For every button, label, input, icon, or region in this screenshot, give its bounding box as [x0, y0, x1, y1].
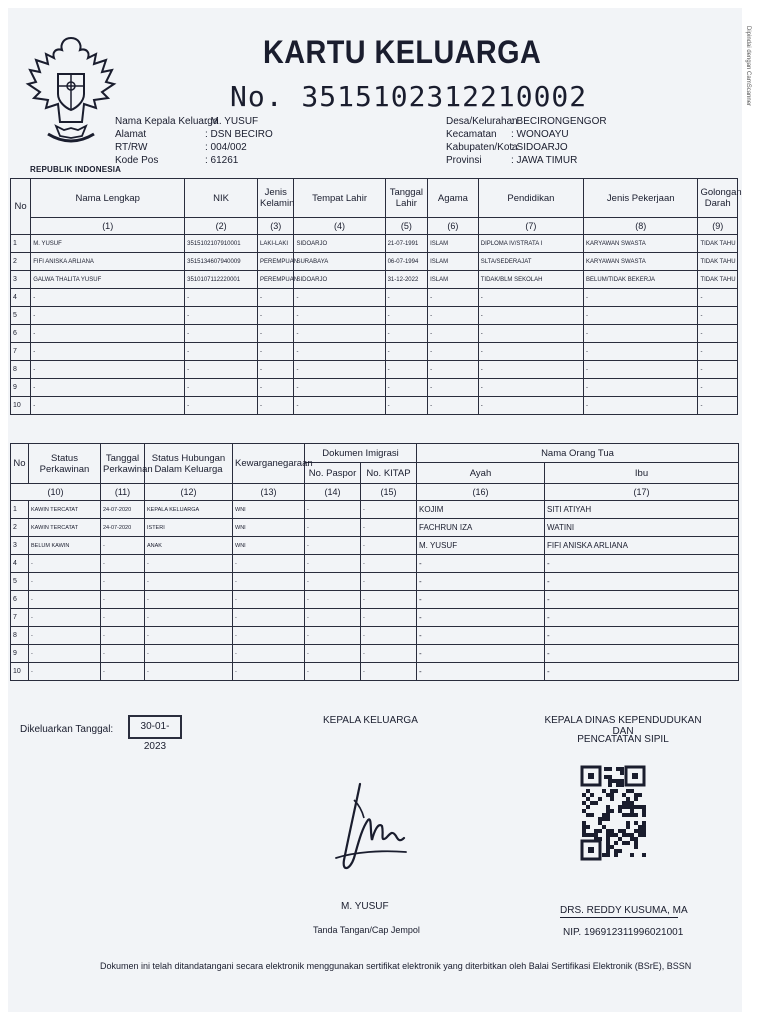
table-cell: -: [428, 361, 479, 379]
table-cell: -: [478, 289, 583, 307]
column-number: (10): [11, 484, 101, 501]
table-cell: -: [101, 645, 145, 663]
table-header-row: [11, 179, 738, 218]
column-header: Tanggal Perkawinan: [101, 444, 145, 484]
table-cell: FIFI ANISKA ARLIANA: [31, 253, 185, 271]
table-cell: BELUM KAWIN: [29, 537, 101, 555]
table-row: [11, 397, 738, 415]
table-cell: -: [185, 379, 258, 397]
table-row: [11, 609, 739, 627]
field-value: : DSN BECIRO: [205, 129, 273, 140]
table-cell: FIFI ANISKA ARLIANA: [545, 537, 739, 555]
table-cell: -: [305, 555, 361, 573]
table-cell: -: [305, 627, 361, 645]
field-label: Nama Kepala Keluarga: [115, 116, 219, 127]
column-header: Nama Lengkap: [31, 179, 185, 218]
official-name-underline: [560, 917, 678, 918]
header-field: [115, 115, 273, 128]
header-field: [115, 128, 273, 141]
row-number: 4: [11, 555, 29, 573]
column-number-row: [11, 218, 738, 235]
table-cell: -: [185, 343, 258, 361]
table-row: [11, 361, 738, 379]
table-cell: -: [584, 307, 698, 325]
row-number: 3: [11, 537, 29, 555]
table-cell: -: [185, 307, 258, 325]
table-cell: -: [101, 537, 145, 555]
document-title: KARTU KELUARGA: [263, 34, 542, 70]
table-cell: -: [428, 343, 479, 361]
table-cell: SURABAYA: [294, 253, 385, 271]
official-title-line2: PENCATATAN SIPIL: [577, 734, 669, 745]
column-header: Ibu: [545, 463, 739, 484]
table-cell: -: [101, 555, 145, 573]
field-value: : 004/002: [205, 142, 247, 153]
field-value: : BECIRONGENGOR: [511, 116, 607, 127]
header-field: [115, 154, 273, 167]
table-cell: -: [294, 307, 385, 325]
table-cell: -: [584, 325, 698, 343]
table-cell: -: [29, 627, 101, 645]
table-cell: -: [428, 307, 479, 325]
table-cell: -: [294, 361, 385, 379]
table-cell: -: [478, 397, 583, 415]
table-cell: TIDAK TAHU: [698, 253, 738, 271]
table-cell: -: [258, 379, 294, 397]
column-number: (2): [185, 218, 258, 235]
table-cell: 3510107112220001: [185, 271, 258, 289]
header-field: [446, 141, 607, 154]
table-cell: -: [29, 645, 101, 663]
table-row: [11, 519, 739, 537]
table-cell: LAKI-LAKI: [258, 235, 294, 253]
table-cell: TIDAK TAHU: [698, 235, 738, 253]
table-cell: -: [584, 361, 698, 379]
column-header: Jenis Pekerjaan: [584, 179, 698, 218]
row-number: 3: [11, 271, 31, 289]
column-header: Kewarganegaraan: [233, 444, 305, 484]
table-cell: WATINI: [545, 519, 739, 537]
table-cell: -: [478, 343, 583, 361]
table-cell: -: [361, 555, 417, 573]
table-cell: -: [101, 591, 145, 609]
issued-date-label: Dikeluarkan Tanggal:: [20, 724, 114, 735]
column-number-row: [11, 484, 739, 501]
table-cell: 21-07-1991: [385, 235, 428, 253]
row-number: 2: [11, 519, 29, 537]
column-header: Tanggal Lahir: [385, 179, 428, 218]
table-cell: -: [29, 573, 101, 591]
column-number: (7): [478, 218, 583, 235]
table-row: [11, 289, 738, 307]
table-cell: -: [294, 379, 385, 397]
table-cell: -: [361, 573, 417, 591]
qr-code-icon: [580, 765, 646, 861]
table-cell: 3515102107910001: [185, 235, 258, 253]
row-number: 1: [11, 501, 29, 519]
header-left-block: [115, 115, 273, 167]
family-members-table: [10, 178, 742, 415]
table-cell: -: [294, 343, 385, 361]
table-cell: -: [361, 591, 417, 609]
column-header: No. KITAP: [361, 463, 417, 484]
row-number: 2: [11, 253, 31, 271]
table-cell: DIPLOMA IV/STRATA I: [478, 235, 583, 253]
table-cell: 31-12-2022: [385, 271, 428, 289]
table-cell: -: [101, 609, 145, 627]
table-cell: -: [31, 289, 185, 307]
row-number: 4: [11, 289, 31, 307]
table-cell: ISLAM: [428, 235, 479, 253]
table-cell: -: [361, 537, 417, 555]
table-cell: -: [101, 663, 145, 681]
column-number: (13): [233, 484, 305, 501]
table-cell: -: [101, 573, 145, 591]
issued-date-value: 30-01-2023: [128, 715, 182, 739]
column-number: (11): [101, 484, 145, 501]
table-cell: -: [233, 627, 305, 645]
table-cell: -: [385, 397, 428, 415]
column-header: No: [11, 179, 31, 235]
table-cell: -: [584, 397, 698, 415]
column-number: (5): [385, 218, 428, 235]
table-cell: -: [361, 519, 417, 537]
header-right-block: [446, 115, 607, 167]
table-cell: KOJIM: [417, 501, 545, 519]
table-cell: PEREMPUAN: [258, 253, 294, 271]
column-header: Tempat Lahir: [294, 179, 385, 218]
table-cell: -: [417, 591, 545, 609]
table-cell: -: [31, 379, 185, 397]
table-cell: -: [417, 645, 545, 663]
table-cell: -: [478, 307, 583, 325]
table-cell: -: [305, 519, 361, 537]
table-cell: -: [31, 343, 185, 361]
field-value: : 61261: [205, 155, 239, 166]
column-header: Jenis Kelamin: [258, 179, 294, 218]
table-cell: -: [417, 609, 545, 627]
table-cell: -: [145, 645, 233, 663]
table-row: [11, 573, 739, 591]
table-cell: -: [698, 325, 738, 343]
column-number: (15): [361, 484, 417, 501]
table-cell: -: [145, 573, 233, 591]
row-number: 5: [11, 573, 29, 591]
table-cell: -: [258, 397, 294, 415]
table-cell: -: [185, 325, 258, 343]
column-number: (17): [545, 484, 739, 501]
field-value: : JAWA TIMUR: [511, 155, 578, 166]
column-header: No: [11, 444, 29, 484]
table-cell: -: [233, 663, 305, 681]
table-cell: WNI: [233, 537, 305, 555]
table-cell: FACHRUN IZA: [417, 519, 545, 537]
table-cell: M. YUSUF: [31, 235, 185, 253]
table-cell: -: [258, 307, 294, 325]
table-cell: TIDAK/BLM SEKOLAH: [478, 271, 583, 289]
row-number: 9: [11, 379, 31, 397]
table-cell: -: [698, 343, 738, 361]
table-cell: -: [294, 289, 385, 307]
header-field: [446, 115, 607, 128]
table-cell: -: [233, 591, 305, 609]
table-cell: -: [478, 379, 583, 397]
table-row: [11, 325, 738, 343]
table-cell: 24-07-2020: [101, 501, 145, 519]
table-cell: -: [698, 361, 738, 379]
table-cell: 24-07-2020: [101, 519, 145, 537]
table-row: [11, 591, 739, 609]
table-cell: -: [233, 573, 305, 591]
column-number: (3): [258, 218, 294, 235]
official-title-line1: KEPALA DINAS KEPENDUDUKAN DAN: [544, 715, 702, 737]
table-cell: -: [233, 645, 305, 663]
table-row: [11, 253, 738, 271]
column-header: Dokumen Imigrasi: [305, 444, 417, 463]
table-cell: -: [385, 307, 428, 325]
row-number: 7: [11, 609, 29, 627]
table-cell: -: [361, 627, 417, 645]
row-number: 1: [11, 235, 31, 253]
table-cell: -: [101, 627, 145, 645]
column-number: (12): [145, 484, 233, 501]
table-cell: GALWA THALITA YUSUF: [31, 271, 185, 289]
table-cell: -: [29, 555, 101, 573]
table-cell: -: [385, 379, 428, 397]
row-number: 6: [11, 325, 31, 343]
family-status-table: [10, 443, 739, 681]
table-cell: ISLAM: [428, 253, 479, 271]
header-field: [115, 141, 273, 154]
table-cell: -: [698, 307, 738, 325]
row-number: 8: [11, 627, 29, 645]
table-cell: BELUM/TIDAK BEKERJA: [584, 271, 698, 289]
table-row: [11, 627, 739, 645]
table-cell: -: [305, 501, 361, 519]
header-field: [446, 128, 607, 141]
table-cell: -: [145, 591, 233, 609]
column-number: (4): [294, 218, 385, 235]
scanner-watermark: Dipindai dengan CamScanner: [745, 26, 751, 107]
family-head-title: KEPALA KELUARGA: [323, 715, 418, 726]
field-label: Provinsi: [446, 155, 482, 166]
table-cell: -: [478, 361, 583, 379]
table-cell: -: [584, 289, 698, 307]
table-cell: -: [545, 555, 739, 573]
table-cell: -: [428, 289, 479, 307]
field-label: Kode Pos: [115, 155, 159, 166]
table-cell: -: [258, 325, 294, 343]
table-row: [11, 537, 739, 555]
table-cell: -: [545, 645, 739, 663]
column-header: No. Paspor: [305, 463, 361, 484]
table-cell: -: [305, 663, 361, 681]
table-cell: KAWIN TERCATAT: [29, 501, 101, 519]
table-cell: KEPALA KELUARGA: [145, 501, 233, 519]
field-label: Desa/Kelurahan: [446, 116, 518, 127]
table-cell: KAWIN TERCATAT: [29, 519, 101, 537]
table-cell: -: [385, 361, 428, 379]
table-row: [11, 555, 739, 573]
field-label: RT/RW: [115, 142, 148, 153]
table-cell: -: [258, 289, 294, 307]
table-cell: -: [385, 289, 428, 307]
table-cell: -: [31, 325, 185, 343]
table-cell: -: [29, 591, 101, 609]
table-row: [11, 343, 738, 361]
table-cell: -: [428, 325, 479, 343]
column-number: (8): [584, 218, 698, 235]
column-header: Golongan Darah: [698, 179, 738, 218]
row-number: 5: [11, 307, 31, 325]
republic-label: REPUBLIK INDONESIA: [30, 165, 122, 174]
table-cell: -: [417, 573, 545, 591]
table-cell: -: [545, 591, 739, 609]
table-cell: WNI: [233, 501, 305, 519]
table-cell: SLTA/SEDERAJAT: [478, 253, 583, 271]
table-row: [11, 501, 739, 519]
column-number: (16): [417, 484, 545, 501]
table-cell: -: [185, 361, 258, 379]
column-header: Ayah: [417, 463, 545, 484]
table-row: [11, 271, 738, 289]
row-number: 6: [11, 591, 29, 609]
table-cell: -: [233, 555, 305, 573]
table-cell: -: [417, 663, 545, 681]
table-cell: -: [545, 663, 739, 681]
table-cell: -: [698, 397, 738, 415]
table-cell: -: [233, 609, 305, 627]
table-cell: -: [258, 361, 294, 379]
table-row: [11, 645, 739, 663]
column-number: (1): [31, 218, 185, 235]
column-number: (9): [698, 218, 738, 235]
table-cell: -: [545, 573, 739, 591]
row-number: 9: [11, 645, 29, 663]
official-nip: NIP. 196912311996021001: [563, 927, 684, 938]
table-cell: -: [545, 627, 739, 645]
column-header: NIK: [185, 179, 258, 218]
table-cell: ISLAM: [428, 271, 479, 289]
table-cell: SIDOARJO: [294, 235, 385, 253]
field-label: Kabupaten/Kota: [446, 142, 518, 153]
electronic-signature-disclaimer: Dokumen ini telah ditandatangani secara elektronik menggunakan sertifikat elektronik yang diterbitkan oleh Balai Sertifikasi Elektronik (BSrE), BSSN: [100, 961, 692, 971]
field-value: : SIDOARJO: [511, 142, 568, 153]
table-cell: -: [545, 609, 739, 627]
header-field: [446, 154, 607, 167]
row-number: 7: [11, 343, 31, 361]
table-cell: TIDAK TAHU: [698, 271, 738, 289]
official-name: DRS. REDDY KUSUMA, MA: [560, 905, 688, 916]
column-header: Status Perkawinan: [29, 444, 101, 484]
table-cell: -: [361, 501, 417, 519]
garuda-emblem-icon: [26, 30, 116, 160]
column-header: Status Hubungan Dalam Keluarga: [145, 444, 233, 484]
table-row: [11, 663, 739, 681]
table-cell: 3515134607940009: [185, 253, 258, 271]
table-cell: -: [305, 591, 361, 609]
table-cell: -: [29, 609, 101, 627]
table-cell: -: [305, 537, 361, 555]
table-cell: ANAK: [145, 537, 233, 555]
table-cell: -: [185, 397, 258, 415]
table-row: [11, 235, 738, 253]
table-cell: -: [417, 555, 545, 573]
table-cell: PEREMPUAN: [258, 271, 294, 289]
field-label: Alamat: [115, 129, 147, 140]
table-cell: -: [428, 379, 479, 397]
table-cell: -: [305, 609, 361, 627]
table-cell: 06-07-1994: [385, 253, 428, 271]
table-cell: -: [417, 627, 545, 645]
table-cell: KARYAWAN SWASTA: [584, 253, 698, 271]
field-label: Kecamatan: [446, 129, 497, 140]
table-cell: -: [145, 663, 233, 681]
signature-icon: [328, 780, 408, 880]
table-cell: WNI: [233, 519, 305, 537]
column-number: (14): [305, 484, 361, 501]
table-cell: -: [584, 379, 698, 397]
column-header: Pendidikan: [478, 179, 583, 218]
table-row: [11, 307, 738, 325]
signature-caption: Tanda Tangan/Cap Jempol: [313, 925, 420, 935]
table-cell: -: [361, 609, 417, 627]
table-cell: SITI ATIYAH: [545, 501, 739, 519]
table-cell: -: [31, 361, 185, 379]
family-head-name: M. YUSUF: [341, 901, 389, 912]
table-cell: -: [305, 573, 361, 591]
table-cell: -: [428, 397, 479, 415]
field-value: : M. YUSUF: [205, 116, 259, 127]
table-cell: -: [145, 555, 233, 573]
table-cell: KARYAWAN SWASTA: [584, 235, 698, 253]
row-number: 10: [11, 397, 31, 415]
table-row: [11, 379, 738, 397]
field-value: : WONOAYU: [511, 129, 569, 140]
table-cell: ISTERI: [145, 519, 233, 537]
column-header: Agama: [428, 179, 479, 218]
row-number: 10: [11, 663, 29, 681]
table-cell: -: [385, 325, 428, 343]
row-number: 8: [11, 361, 31, 379]
table-cell: -: [698, 289, 738, 307]
table-cell: -: [258, 343, 294, 361]
table-cell: -: [698, 379, 738, 397]
table-cell: -: [305, 645, 361, 663]
table-cell: -: [478, 325, 583, 343]
table-cell: -: [361, 663, 417, 681]
table-cell: SIDOARJO: [294, 271, 385, 289]
table-cell: -: [145, 609, 233, 627]
document-number: No. 3515102312210002: [230, 80, 588, 113]
column-header: Nama Orang Tua: [417, 444, 739, 463]
table-cell: -: [385, 343, 428, 361]
table-cell: -: [185, 289, 258, 307]
table-cell: -: [361, 645, 417, 663]
table-cell: M. YUSUF: [417, 537, 545, 555]
table-cell: -: [294, 325, 385, 343]
table-cell: -: [294, 397, 385, 415]
table-cell: -: [29, 663, 101, 681]
table-cell: -: [145, 627, 233, 645]
table-cell: -: [584, 343, 698, 361]
family-card-document: [8, 8, 742, 1012]
table-cell: -: [31, 397, 185, 415]
column-number: (6): [428, 218, 479, 235]
table-cell: -: [31, 307, 185, 325]
table-header-row: [11, 444, 739, 463]
